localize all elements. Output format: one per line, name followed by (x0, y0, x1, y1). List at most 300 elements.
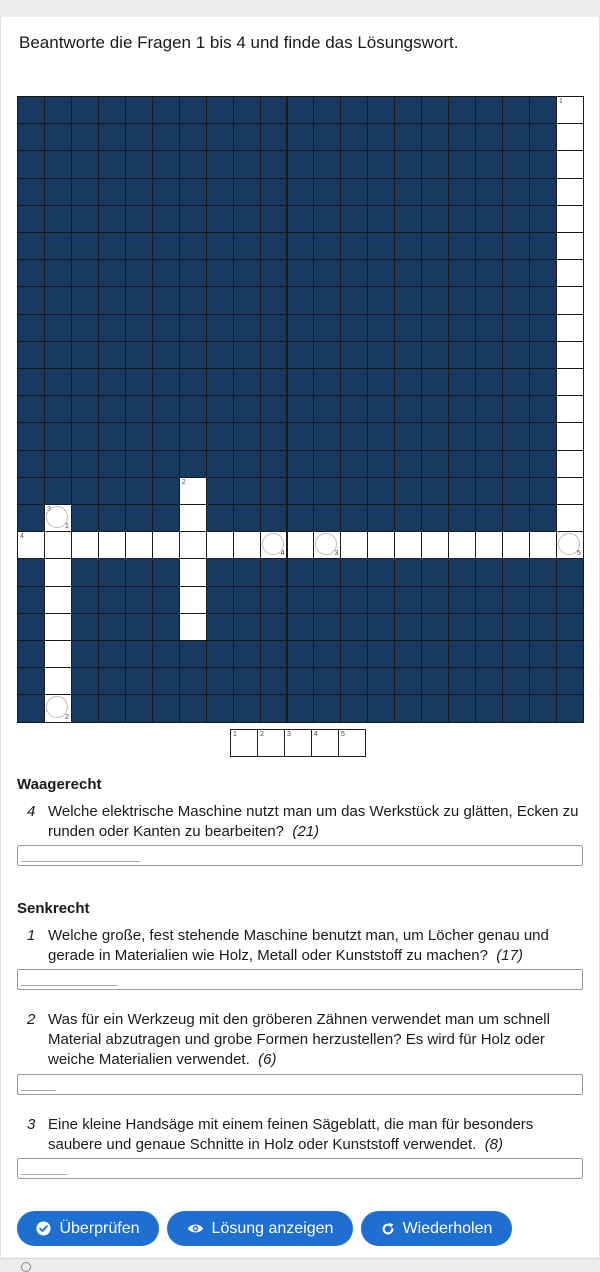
crossword-block (287, 694, 315, 722)
crossword-cell[interactable] (233, 531, 261, 559)
crossword-block (260, 232, 288, 260)
crossword-block (394, 667, 422, 695)
crossword-block (98, 96, 126, 124)
crossword-block (125, 341, 153, 369)
crossword-block (502, 667, 530, 695)
crossword-cell[interactable] (125, 531, 153, 559)
crossword-block (233, 477, 261, 505)
crossword-block (529, 286, 557, 314)
crossword-block (340, 558, 368, 586)
crossword-cell[interactable] (44, 667, 72, 695)
crossword-cell[interactable] (556, 450, 584, 478)
crossword-block (206, 694, 234, 722)
crossword-block (287, 613, 315, 641)
crossword-block (340, 205, 368, 233)
crossword-block (44, 450, 72, 478)
crossword-cell[interactable] (556, 178, 584, 206)
crossword-block (179, 395, 207, 423)
clue-text-wrap (48, 802, 588, 842)
crossword-cell[interactable] (556, 314, 584, 342)
crossword-block (556, 640, 584, 668)
crossword-block (260, 586, 288, 614)
crossword-block (394, 640, 422, 668)
crossword-block (233, 96, 261, 124)
crossword-block (125, 205, 153, 233)
crossword-block (340, 341, 368, 369)
crossword-block (125, 178, 153, 206)
crossword-block (529, 150, 557, 178)
crossword-block (367, 586, 395, 614)
crossword-cell[interactable] (529, 531, 557, 559)
crossword-cell[interactable] (556, 150, 584, 178)
crossword-block (340, 640, 368, 668)
solution-box-number: 1 (233, 731, 237, 738)
clue-text-wrap (48, 926, 588, 966)
crossword-block (17, 286, 45, 314)
crossword-cell[interactable] (44, 558, 72, 586)
crossword-block (313, 286, 341, 314)
crossword-block (502, 341, 530, 369)
crossword-block (98, 640, 126, 668)
crossword-block (475, 613, 503, 641)
crossword-block (152, 314, 180, 342)
crossword-block (448, 341, 476, 369)
crossword-block (17, 422, 45, 450)
clue-start-number: 3 (46, 506, 51, 513)
crossword-block (179, 205, 207, 233)
crossword-block (556, 586, 584, 614)
crossword-cell[interactable] (44, 694, 72, 722)
crossword-block (206, 422, 234, 450)
crossword-cell[interactable] (71, 531, 99, 559)
crossword-block (206, 286, 234, 314)
crossword-block (125, 422, 153, 450)
crossword-block (17, 96, 45, 124)
answer-field-down-1[interactable]: _________________ (17, 969, 583, 990)
crossword-block (448, 504, 476, 532)
crossword-cell[interactable] (179, 586, 207, 614)
crossword-block (502, 694, 530, 722)
redo-icon (381, 1222, 395, 1236)
crossword-block (179, 259, 207, 287)
crossword-block (421, 558, 449, 586)
crossword-block (287, 341, 315, 369)
crossword-block (529, 314, 557, 342)
crossword-cell[interactable] (556, 477, 584, 505)
crossword-cell[interactable] (448, 531, 476, 559)
crossword-cell[interactable] (179, 504, 207, 532)
crossword-block (529, 341, 557, 369)
crossword-block (17, 477, 45, 505)
crossword-block (125, 123, 153, 151)
crossword-block (152, 694, 180, 722)
crossword-block (340, 395, 368, 423)
crossword-block (98, 232, 126, 260)
crossword-block (125, 694, 153, 722)
solution-box (230, 729, 258, 757)
crossword-block (260, 259, 288, 287)
solution-letter-marker: 1 (64, 523, 69, 531)
crossword-block (44, 123, 72, 151)
crossword-block (179, 96, 207, 124)
crossword-block (260, 314, 288, 342)
crossword-block (448, 422, 476, 450)
solution-box-number: 2 (260, 731, 264, 738)
crossword-block (394, 96, 422, 124)
crossword-block (502, 395, 530, 423)
crossword-block (125, 150, 153, 178)
crossword-block (179, 314, 207, 342)
crossword-block (475, 150, 503, 178)
crossword-block (313, 178, 341, 206)
crossword-block (260, 558, 288, 586)
crossword-block (98, 586, 126, 614)
crossword-block (206, 586, 234, 614)
crossword-block (502, 450, 530, 478)
crossword-block (71, 450, 99, 478)
crossword-block (179, 640, 207, 668)
crossword-block (71, 613, 99, 641)
crossword-block (287, 422, 315, 450)
crossword-block (502, 368, 530, 396)
crossword-block (448, 232, 476, 260)
crossword-block (125, 395, 153, 423)
crossword-block (313, 477, 341, 505)
crossword-cell[interactable] (179, 531, 207, 559)
crossword-cell[interactable] (421, 531, 449, 559)
crossword-block (340, 96, 368, 124)
crossword-block (98, 341, 126, 369)
clue-text: Welche elektrische Maschine nutzt man um das Werkstück zu glätten, Ecken zu runden oder Kanten zu bearbeiten? (48, 803, 579, 840)
crossword-cell[interactable] (556, 123, 584, 151)
crossword-block (71, 150, 99, 178)
down-heading: Senkrecht (17, 900, 90, 917)
crossword-block (475, 558, 503, 586)
crossword-cell[interactable] (556, 259, 584, 287)
crossword-block (502, 259, 530, 287)
crossword-cell[interactable] (44, 586, 72, 614)
crossword-block (502, 286, 530, 314)
crossword-block (71, 178, 99, 206)
crossword-block (233, 586, 261, 614)
crossword-block (179, 178, 207, 206)
crossword-block (179, 667, 207, 695)
crossword-block (313, 395, 341, 423)
crossword-block (71, 205, 99, 233)
crossword-block (502, 477, 530, 505)
crossword-cell[interactable] (98, 531, 126, 559)
crossword-block (206, 477, 234, 505)
crossword-cell[interactable] (287, 531, 315, 559)
crossword-cell[interactable] (556, 531, 584, 559)
crossword-block (233, 341, 261, 369)
crossword-block (421, 205, 449, 233)
crossword-block (448, 477, 476, 505)
crossword-block (152, 341, 180, 369)
crossword-cell[interactable] (556, 504, 584, 532)
crossword-block (556, 667, 584, 695)
crossword-cell[interactable] (367, 531, 395, 559)
clue-length: (17) (496, 947, 523, 964)
crossword-block (125, 504, 153, 532)
crossword-cell[interactable] (206, 531, 234, 559)
crossword-block (71, 640, 99, 668)
crossword-block (71, 586, 99, 614)
crossword-block (475, 667, 503, 695)
crossword-cell[interactable] (502, 531, 530, 559)
crossword-cell[interactable] (179, 613, 207, 641)
crossword-block (475, 450, 503, 478)
show-solution-button[interactable] (167, 1211, 353, 1246)
crossword-block (179, 694, 207, 722)
crossword-block (17, 450, 45, 478)
crossword-block (71, 504, 99, 532)
crossword-block (340, 150, 368, 178)
crossword-block (529, 96, 557, 124)
crossword-block (233, 504, 261, 532)
solution-letter-marker: 2 (64, 713, 69, 721)
crossword-block (448, 314, 476, 342)
crossword-block (125, 640, 153, 668)
crossword-block (233, 450, 261, 478)
crossword-block (556, 613, 584, 641)
crossword-cell[interactable] (556, 96, 584, 124)
crossword-block (152, 667, 180, 695)
crossword-block (98, 150, 126, 178)
crossword-block (71, 558, 99, 586)
solution-word (230, 729, 366, 757)
crossword-block (287, 368, 315, 396)
crossword-block (98, 558, 126, 586)
crossword-block (421, 395, 449, 423)
crossword-cell[interactable] (394, 531, 422, 559)
crossword-block (421, 694, 449, 722)
crossword-block (529, 613, 557, 641)
crossword-block (367, 96, 395, 124)
crossword-block (125, 286, 153, 314)
crossword-block (233, 613, 261, 641)
crossword-block (448, 96, 476, 124)
crossword-cell[interactable] (556, 205, 584, 233)
crossword-block (340, 368, 368, 396)
crossword-block (17, 613, 45, 641)
crossword-cell[interactable] (340, 531, 368, 559)
crossword-block (206, 232, 234, 260)
crossword-block (179, 341, 207, 369)
solution-box (284, 729, 312, 757)
crossword-block (421, 286, 449, 314)
crossword-block (233, 422, 261, 450)
crossword-block (421, 422, 449, 450)
crossword-cell[interactable] (152, 531, 180, 559)
crossword-block (206, 667, 234, 695)
check-button[interactable] (17, 1211, 159, 1246)
crossword-cell[interactable] (313, 531, 341, 559)
crossword-block (152, 123, 180, 151)
crossword-block (152, 232, 180, 260)
crossword-block (448, 694, 476, 722)
crossword-block (71, 694, 99, 722)
crossword-block (313, 613, 341, 641)
crossword-block (421, 504, 449, 532)
crossword-block (421, 178, 449, 206)
crossword-block (367, 314, 395, 342)
clue-text: Was für ein Werkzeug mit den gröberen Zähnen verwendet man um schnell Material abzutragen und grobe Formen herzustellen? Es wird für Holz oder weiche Materialien verwendet. (48, 1011, 550, 1068)
crossword-block (152, 286, 180, 314)
crossword-block (529, 586, 557, 614)
crossword-block (502, 504, 530, 532)
crossword-cell[interactable] (179, 558, 207, 586)
clue-text-wrap (48, 1010, 588, 1070)
crossword-block (17, 640, 45, 668)
check-button-label: Überprüfen (59, 1219, 140, 1237)
clue-start-number: 2 (181, 478, 186, 486)
crossword-block (152, 422, 180, 450)
crossword-block (71, 477, 99, 505)
crossword-block (313, 694, 341, 722)
crossword-block (125, 586, 153, 614)
crossword-cell[interactable] (556, 422, 584, 450)
crossword-block (287, 178, 315, 206)
crossword-block (233, 640, 261, 668)
crossword-block (556, 694, 584, 722)
crossword-block (233, 123, 261, 151)
crossword-block (44, 232, 72, 260)
crossword-block (502, 232, 530, 260)
crossword-cell[interactable] (556, 368, 584, 396)
clue-text: Eine kleine Handsäge mit einem feinen Sägeblatt, die man für besonders saubere und genaue Schnitte in Holz oder Kunststoff verwendet. (48, 1116, 534, 1153)
crossword-block (448, 178, 476, 206)
crossword-block (421, 314, 449, 342)
solution-box-number: 3 (287, 731, 291, 738)
crossword-cell[interactable] (44, 531, 72, 559)
crossword-block (98, 395, 126, 423)
crossword-block (367, 613, 395, 641)
crossword-block (421, 96, 449, 124)
crossword-block (529, 205, 557, 233)
crossword-block (44, 368, 72, 396)
clue-number: 1 (27, 927, 36, 944)
crossword-block (71, 232, 99, 260)
crossword-block (421, 640, 449, 668)
crossword-block (421, 341, 449, 369)
crossword-cell[interactable] (556, 341, 584, 369)
crossword-block (502, 178, 530, 206)
crossword-block (529, 395, 557, 423)
crossword-block (340, 504, 368, 532)
crossword-block (152, 558, 180, 586)
clue-start-number: 4 (20, 533, 24, 541)
crossword-cell[interactable] (44, 504, 72, 532)
crossword-block (233, 694, 261, 722)
crossword-block (529, 422, 557, 450)
crossword-block (287, 395, 315, 423)
crossword-block (367, 286, 395, 314)
crossword-block (287, 150, 315, 178)
crossword-block (152, 450, 180, 478)
crossword-cell[interactable] (556, 286, 584, 314)
answer-field-down-2[interactable]: ______ (17, 1074, 583, 1095)
crossword-block (179, 232, 207, 260)
crossword-block (448, 286, 476, 314)
crossword-cell[interactable] (44, 613, 72, 641)
answer-field-down-3[interactable]: ________ (17, 1158, 583, 1179)
crossword-block (421, 477, 449, 505)
crossword-block (98, 613, 126, 641)
crossword-block (260, 96, 288, 124)
crossword-block (475, 694, 503, 722)
crossword-block (233, 395, 261, 423)
crossword-block (529, 368, 557, 396)
crossword-block (152, 395, 180, 423)
crossword-cell[interactable] (179, 477, 207, 505)
across-heading: Waagerecht (17, 776, 102, 793)
crossword-block (475, 205, 503, 233)
crossword-block (125, 558, 153, 586)
crossword-block (394, 286, 422, 314)
crossword-block (475, 232, 503, 260)
crossword-block (44, 259, 72, 287)
crossword-block (340, 667, 368, 695)
crossword-block (448, 150, 476, 178)
crossword-block (394, 341, 422, 369)
crossword-block (313, 667, 341, 695)
crossword-block (475, 96, 503, 124)
crossword-block (502, 123, 530, 151)
crossword-block (502, 558, 530, 586)
crossword-block (44, 395, 72, 423)
crossword-cell[interactable] (44, 640, 72, 668)
crossword-block (206, 205, 234, 233)
crossword-block (502, 422, 530, 450)
crossword-block (421, 123, 449, 151)
crossword-block (152, 368, 180, 396)
crossword-block (125, 368, 153, 396)
crossword-cell[interactable] (556, 232, 584, 260)
crossword-cell[interactable] (260, 531, 288, 559)
clue-number: 2 (27, 1011, 36, 1028)
crossword-block (529, 504, 557, 532)
crossword-grid (17, 96, 583, 722)
crossword-block (260, 150, 288, 178)
crossword-block (475, 123, 503, 151)
clue-text: Welche große, fest stehende Maschine benutzt man, um Löcher genau und gerade in Materialien wie Holz, Metall oder Kunststoff zu machen? (48, 927, 549, 964)
crossword-block (179, 450, 207, 478)
check-circle-icon (36, 1221, 51, 1236)
crossword-block (206, 395, 234, 423)
crossword-cell[interactable] (17, 531, 45, 559)
crossword-block (260, 368, 288, 396)
crossword-block (394, 395, 422, 423)
crossword-block (313, 368, 341, 396)
crossword-block (529, 123, 557, 151)
crossword-block (367, 395, 395, 423)
crossword-block (367, 150, 395, 178)
crossword-block (313, 640, 341, 668)
crossword-block (98, 259, 126, 287)
answer-field-across-4[interactable]: _____________________ (17, 845, 583, 866)
crossword-cell[interactable] (556, 395, 584, 423)
bottom-bar (0, 1258, 600, 1271)
repeat-button[interactable] (361, 1211, 512, 1246)
crossword-cell[interactable] (475, 531, 503, 559)
crossword-block (206, 259, 234, 287)
crossword-block (529, 259, 557, 287)
crossword-block (313, 341, 341, 369)
crossword-block (260, 341, 288, 369)
crossword-block (206, 368, 234, 396)
crossword-block (17, 150, 45, 178)
